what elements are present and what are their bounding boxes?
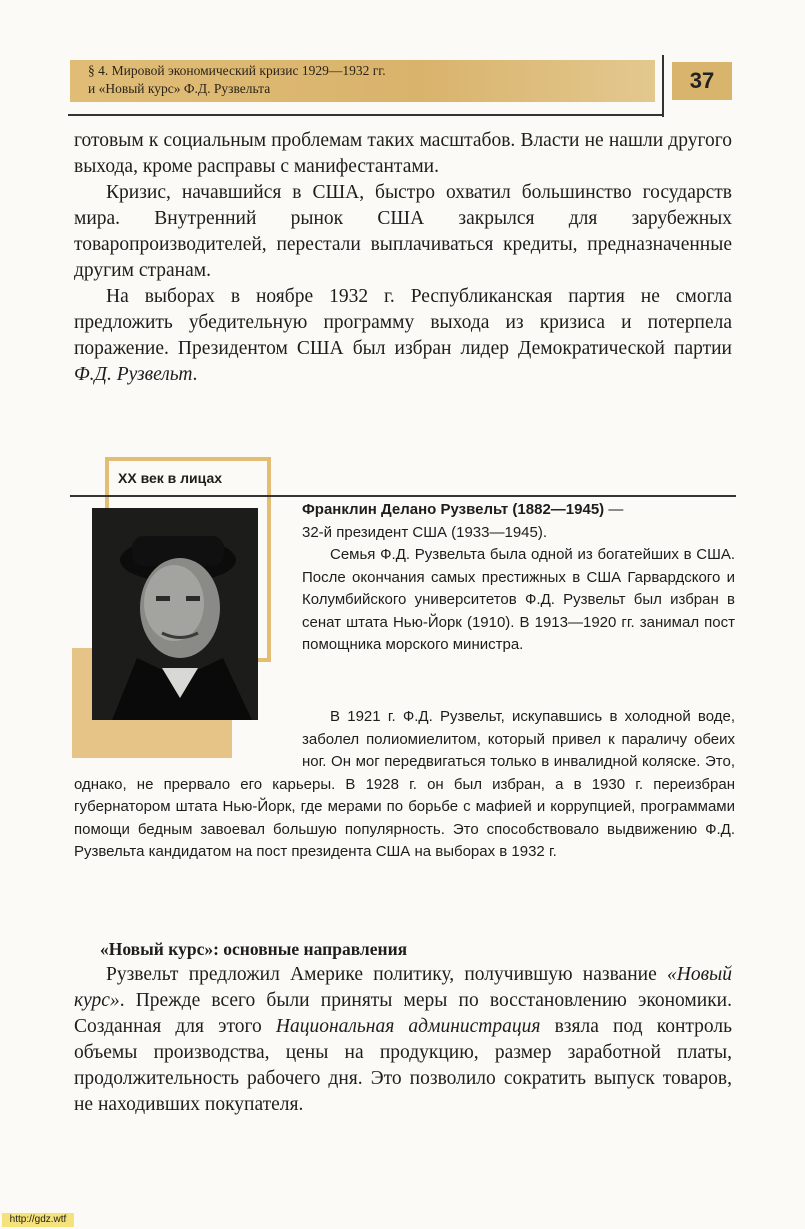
- main-text: [74, 128, 732, 388]
- new-deal-term: «Новый курс»: [74, 964, 732, 1011]
- roosevelt-portrait: [92, 508, 258, 720]
- section-title-line1: § 4. Мировой экономический кризис 1929—1932 гг.: [88, 63, 386, 78]
- paragraph-3-end: .: [192, 364, 198, 385]
- header-divider-vertical: [662, 55, 664, 117]
- section-header: [88, 62, 648, 98]
- bio-dash: —: [604, 501, 624, 518]
- watermark-link[interactable]: http://gdz.wtf: [2, 1213, 74, 1227]
- paragraph-2: Кризис, начавшийся в США, быстро охватил большинство государств мира. Внутренний рынок США закрылся для зарубежных товаропроизводителей, перестали выплачиваться кредиты, предназначенные другим странам.: [74, 182, 732, 281]
- roosevelt-name: Ф.Д. Рузвельт: [74, 364, 193, 385]
- sidebar-rule: [70, 495, 736, 497]
- bio-paragraph-2: [74, 706, 735, 864]
- bio-title-line: [302, 499, 735, 522]
- new-deal-text: [74, 962, 732, 1118]
- page-number: 37: [672, 62, 732, 100]
- bio-subtitle: 32-й президент США (1933—1945).: [302, 523, 548, 541]
- section-title-line2: и «Новый курс» Ф.Д. Рузвельта: [88, 81, 271, 96]
- bio-paragraph-2-text: В 1921 г. Ф.Д. Рузвельт, искупавшись в холодной воде, заболел полиомиелитом, который привел к параличу обеих ног. Он мог передвигаться только в инвалидной коляске. Это, однако, не прервало его карьеры. В 1928 г. он был избран, а в 1930 г. переизбран губернатором штата Нью-Йорк, где мерами по борьбе с мафией и коррупцией, программами помощи бедным завоевал большую популярность. Это способствовало выдвижению Ф.Д. Рузвельта кандидатом на пост президента США на выборах в 1932 г.: [74, 708, 735, 860]
- national-administration-term: Национальная администрация: [275, 1016, 541, 1037]
- paragraph-1: готовым к социальным проблемам таких масштабов. Власти не нашли другого выхода, кроме расправы с манифестантами.: [74, 130, 732, 177]
- sidebar-label: XX век в лицах: [118, 470, 223, 486]
- paragraph-3-text: На выборах в ноябре 1932 г. Республиканская партия не смогла предложить убедительную программу выхода из кризиса и потерпела поражение. Президентом США был избран лидер Демократической партии: [74, 286, 732, 359]
- bio-name: Франклин Делано Рузвельт (1882—1945): [302, 501, 605, 518]
- section-heading: «Новый курс»: основные направления: [100, 939, 408, 959]
- bio-paragraph-1: Семья Ф.Д. Рузвельта была одной из богатейших в США. После окончания самых престижных в США Гарвардского и Колумбийского университетов Ф.Д. Рузвельт был избран в сенат штата Нью-Йорк (1910). В 1913—1920 гг. занимал пост помощника морского министра.: [302, 546, 735, 653]
- portrait-image: [92, 508, 258, 720]
- header-divider-horizontal: [68, 114, 664, 116]
- new-deal-s1: Рузвельт предложил Америке политику, получившую название: [106, 964, 667, 985]
- new-deal-paragraph: [74, 962, 732, 1118]
- paragraph-3: [74, 284, 732, 388]
- new-deal-s3: взяла под контроль объемы производства, цены на продукцию, размер заработной платы, продолжительность рабочего дня. Это позволило сократить выпуск товаров, не находивших покупателя.: [74, 1016, 733, 1115]
- bio-header: [302, 499, 735, 544]
- new-deal-s2: . Прежде всего были приняты меры по восстановлению экономики. Созданная для этого: [74, 990, 732, 1037]
